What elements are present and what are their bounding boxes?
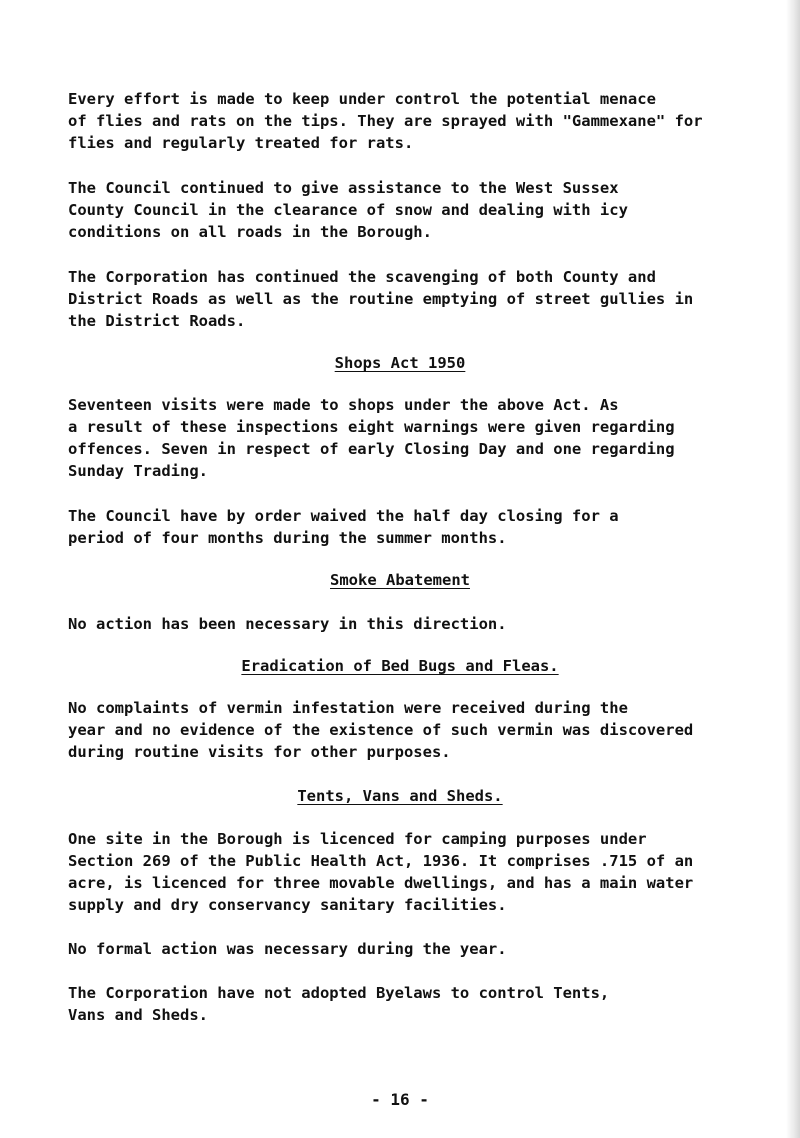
heading-bed-bugs bbox=[0, 655, 800, 677]
paragraph-pest-control: Every effort is made to keep under control the potential menace of flies and rats on the tips. They are sprayed with "Gammexane" for flies and regularly treated for rats. bbox=[68, 90, 703, 152]
paragraph-byelaws: The Corporation have not adopted Byelaws to control Tents, Vans and Sheds. bbox=[68, 984, 610, 1024]
paragraph-formal-action: No formal action was necessary during the year. bbox=[68, 940, 507, 958]
heading-smoke-abatement bbox=[0, 569, 800, 591]
paragraph-camping-site: One site in the Borough is licenced for camping purposes under Section 269 of the Public Health Act, 1936. It comprises .715 of an acre, is licenced for three movable dwellings, and has a main water supply and dry conservancy sanitary facilities. bbox=[68, 830, 694, 914]
heading-tents-vans-sheds-text: Tents, Vans and Sheds. bbox=[297, 787, 503, 805]
heading-shops-act bbox=[0, 352, 800, 374]
heading-bed-bugs-text: Eradication of Bed Bugs and Fleas. bbox=[241, 657, 559, 675]
paragraph-half-day-closing: The Council have by order waived the half day closing for a period of four months during the summer months. bbox=[68, 507, 619, 547]
heading-shops-act-text: Shops Act 1950 bbox=[334, 354, 466, 372]
paragraph-shop-visits: Seventeen visits were made to shops under the above Act. As a result of these inspections eight warnings were given regarding offences. Seven in respect of early Closing Day and one regarding Sunday Trading. bbox=[68, 396, 675, 480]
paragraph-smoke-action: No action has been necessary in this direction. bbox=[68, 615, 507, 633]
paragraph-vermin: No complaints of vermin infestation were received during the year and no evidence of the existence of such vermin was discovered during routine visits for other purposes. bbox=[68, 699, 694, 761]
heading-smoke-abatement-text: Smoke Abatement bbox=[330, 571, 470, 589]
paragraph-scavenging: The Corporation has continued the scavenging of both County and District Roads as well as the routine emptying of street gullies in the District Roads. bbox=[68, 268, 694, 330]
heading-tents-vans-sheds bbox=[0, 785, 800, 807]
paragraph-snow-clearance: The Council continued to give assistance to the West Sussex County Council in the clearance of snow and dealing with icy conditions on all roads in the Borough. bbox=[68, 179, 628, 241]
page-number: - 16 - bbox=[371, 1090, 429, 1109]
